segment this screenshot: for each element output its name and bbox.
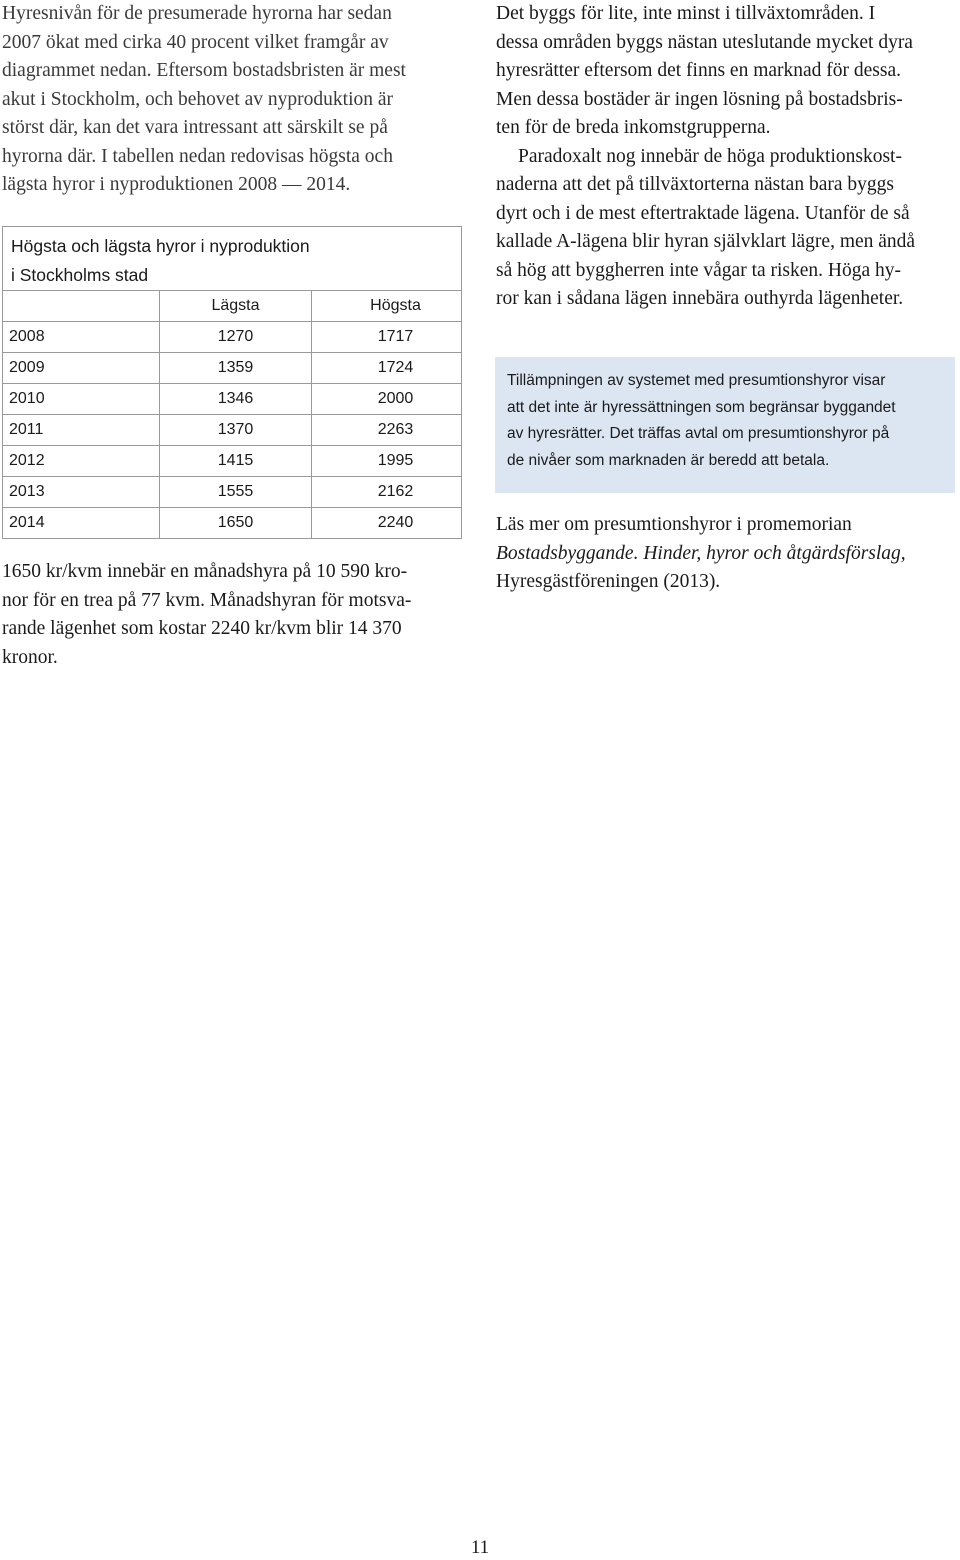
left-column (2, 0, 464, 200)
info-box (495, 357, 955, 493)
read-more-paragraph (496, 511, 958, 597)
intro-paragraph (2, 0, 464, 200)
low-cell: 1270 (160, 322, 312, 352)
table-row (3, 353, 461, 384)
year-cell: 2009 (3, 353, 160, 383)
paragraph-line: kallade A-lägena blir hyran självklart lägre, men ändå (496, 231, 916, 252)
table-row (3, 446, 461, 477)
info-box-line: att det inte är hyressättningen som begränsar byggandet (507, 398, 896, 416)
high-cell: 1724 (377, 359, 414, 376)
intro-line: lägsta hyror i nyproduktionen 2008 — 2014. (2, 174, 351, 195)
header-cell-low: Lägsta (160, 291, 312, 321)
after-table-line: 1650 kr/kvm innebär en månadshyra på 10 590 kro- (2, 561, 408, 582)
paragraph-line: Det byggs för lite, inte minst i tillväxtområden. I (496, 3, 876, 24)
right-paragraph-1 (496, 0, 958, 143)
after-table-paragraph (2, 558, 462, 672)
low-cell: 1650 (160, 508, 312, 538)
right-column (496, 0, 958, 314)
intro-line: Hyresnivån för de presumerade hyrorna har sedan (2, 3, 392, 24)
low-cell: 1555 (160, 477, 312, 507)
info-box-line: av hyresrätter. Det träffas avtal om presumtionshyror på (507, 425, 890, 442)
high-cell: 1717 (377, 328, 414, 345)
year-cell: 2012 (3, 446, 160, 476)
paragraph-line: ror kan i sådana lägen innebära outhyrda lägenheter. (496, 288, 904, 309)
intro-line: 2007 ökat med cirka 40 procent vilket framgår av (2, 31, 389, 53)
paragraph-line: naderna att det på tillväxtorterna nästan bara byggs (496, 174, 894, 195)
table-row (3, 477, 461, 508)
intro-line: diagrammet nedan. Eftersom bostadsbristen är mest (2, 60, 406, 81)
paragraph-line: ten för de breda inkomstgrupperna. (496, 117, 771, 138)
year-cell: 2010 (3, 384, 160, 414)
paragraph-line: hyresrätter eftersom det finns en marknad för dessa. (496, 60, 902, 81)
read-more-title (496, 540, 958, 569)
info-box-line: Tillämpningen av systemet med presumtionshyror visar (507, 372, 886, 389)
low-cell: 1346 (160, 384, 312, 414)
read-more-line: Hyresgästföreningen (2013). (496, 571, 721, 592)
intro-line: akut i Stockholm, och behovet av nyproduktion är (2, 88, 394, 110)
info-box-line: de nivåer som marknaden är beredd att betala. (507, 451, 830, 469)
paragraph-line: så hög att byggherren inte vågar ta risken. Höga hy- (496, 259, 902, 281)
paragraph-line: Men dessa bostäder är ingen lösning på bostadsbris- (496, 88, 903, 110)
table-caption-line: Högsta och lägsta hyror i nyproduktion (11, 236, 310, 256)
low-cell: 1359 (160, 353, 312, 383)
intro-line: hyrorna där. I tabellen nedan redovisas högsta och (2, 145, 393, 167)
after-table-line: rande lägenhet som kostar 2240 kr/kvm blir 14 370 (2, 618, 402, 639)
low-cell: 1370 (160, 415, 312, 445)
year-cell: 2011 (3, 415, 160, 445)
paragraph-line: Paradoxalt nog innebär de höga produktionskost- (518, 145, 902, 167)
header-cell-empty (3, 291, 160, 321)
intro-line: störst där, kan det vara intressant att särskilt se på (2, 117, 388, 138)
year-cell: 2008 (3, 322, 160, 352)
table-row (3, 384, 461, 415)
high-cell: 2263 (377, 421, 414, 438)
read-more-line: Läs mer om presumtionshyror i promemorian (496, 514, 852, 535)
table-row (3, 322, 461, 353)
year-cell: 2014 (3, 508, 160, 538)
right-paragraph-2 (496, 143, 958, 314)
table-header-row (3, 291, 461, 322)
low-cell: 1415 (160, 446, 312, 476)
table-row (3, 415, 461, 446)
paragraph-line: dessa områden byggs nästan uteslutande mycket dyra (496, 31, 913, 53)
table-row (3, 508, 461, 538)
table-caption (3, 227, 461, 291)
high-cell: 2162 (377, 483, 414, 500)
year-cell: 2013 (3, 477, 160, 507)
high-cell: 1995 (377, 452, 414, 469)
high-cell: 2240 (377, 514, 414, 531)
header-cell-high: Högsta (370, 297, 421, 314)
table-caption-line: i Stockholms stad (11, 265, 149, 285)
page-number: 11 (470, 1537, 490, 1558)
paragraph-line: dyrt och i de mest eftertraktade lägena. Utanför de så (496, 202, 910, 224)
high-cell: 2000 (377, 390, 414, 407)
after-table-line: nor för en trea på 77 kvm. Månadshyran för motsva- (2, 589, 412, 611)
rent-table (2, 226, 462, 539)
after-table-line: kronor. (2, 646, 58, 668)
publication-title: Bostadsbyggande. Hinder, hyror och åtgärdsförslag, (496, 542, 906, 564)
